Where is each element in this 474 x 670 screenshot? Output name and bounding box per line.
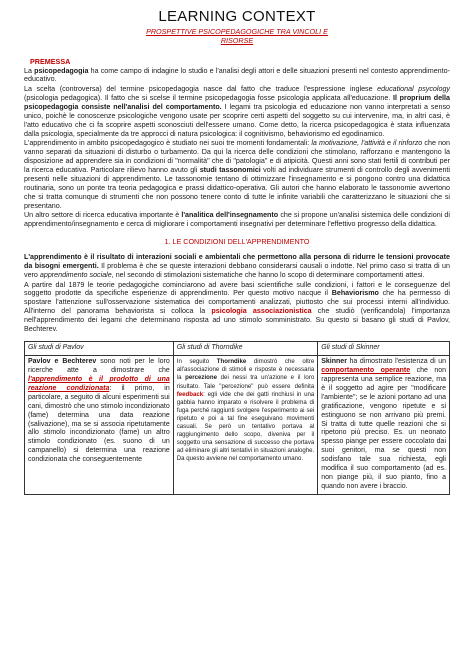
text-run: sono noti per le loro ricerche atte a dimostrare che [28, 358, 170, 375]
italic-term: apprendimento sociale [39, 271, 112, 280]
header-skinner: Gli studi di Skinner [318, 342, 450, 356]
header-thorndike: Gli studi di Thorndike [173, 342, 318, 356]
subtitle-line2: RISORSE [220, 36, 254, 45]
studies-table [24, 341, 450, 495]
text-run: A partire dal 1879 le teorie pedagogiche cominciarono ad avere basi scientifiche sulle condizioni, i fattori e le conseguenze del soggetto prodotte da specifiche esperienze di apprendimento. Per questo motivo nacque il [24, 280, 450, 298]
text-run: La [24, 66, 35, 75]
bold-term: Skinner [321, 358, 347, 366]
italic-term: educational psycology [377, 84, 450, 93]
paragraph-analitica [24, 211, 450, 229]
cell-thorndike [173, 356, 318, 495]
text-run: e [384, 139, 394, 148]
bold-term: studi tassonomici [199, 165, 261, 174]
text-run: L'apprendimento in ambito psicopedagogico è studiato nei suoi tre momenti fondamentali: [24, 139, 312, 148]
table-row [25, 356, 450, 495]
bold-term: Thorndike [216, 358, 247, 366]
premessa-heading: PREMESSA [30, 57, 71, 66]
text-run: , nel secondo di stimolazioni sistematiche che hanno lo scopo di determinare comportamenti attesi. [111, 271, 425, 280]
text-run: dei nessi tra un'azione e il loro risultato. Tale "percezione" può essere definita [176, 374, 315, 390]
text-run: che non vanno separati da situazioni di disturbo o turbamento. Da qui la ricerca delle condizioni che stimolano, rafforzano e mantengono la disposizione ad apprendere sia in condizioni di "normalità" che di "patologia" e di atipicità. Questi anni sono stati fertili di contributi per la ricerca educativa. Particolare rilievo hanno avuto gli [24, 139, 450, 174]
text-run: che studiò (verificandola) l'importanza nell'apprendimento dei legami che determinano risposta ad uno stimolo somministrato. Su questo si basano gli studi di Pavlov, Bechterev. [24, 307, 450, 334]
bold-term: Il proprium della psicopedagogia consiste nell'analisi del comportamento. [24, 93, 450, 111]
bold-term: Behaviorismo [331, 289, 379, 298]
text-run: Il problema è che se queste interazioni debbano considerarsi causali o indotte. Nel primo caso si tratta di un vero [24, 262, 450, 280]
cell-skinner [318, 356, 450, 495]
text-run: I legami tra psicologia ed educazione non vanno interpretati a senso unico, poichè le conoscenze psicologiche vengono usate per scoprire certi aspetti del soggetto su cui intervenire, ma, in altri casi, è l'atto educativo che ci fa scoprire aspetti sconosciuti dell'essere umano. Come detto, la ricerca psicopedagogica è stata influenzata dalla psicologia, specialmente da tre approcci di natura psicologica: il cognitivismo, behaviorismo ed egodinamico. [24, 102, 450, 138]
document-title: LEARNING CONTEXT [158, 8, 316, 25]
text-run: (psicologia pedagogica). Il fatto che si scelse il termine psicopedagogia fosse psicologia applicata all'educazione. [24, 93, 394, 102]
paragraph-behaviorismo [24, 281, 450, 335]
text-run: dimostrò che oltre all'associazione di stimoli e risposte è necessaria la [176, 358, 315, 382]
paragraph-intro [24, 67, 450, 85]
bold-term: Pavlov e Bechterev [28, 358, 97, 366]
text-run: In seguito [176, 358, 217, 366]
bold-term: percezione [185, 374, 217, 382]
paragraph-psicopedagogia [24, 85, 450, 139]
table-header-row [25, 342, 450, 356]
text-run: : il primo, in particolare, a seguito di alcuni esperimenti sui cani, dimostrò che uno stimolo incondizionato (fame) determina una data reazione (salivazione), ma se si associa ripetutamente allo stimolo incondizionato (fame) un altro stimolo condizionato (es. suono di un campanello) si determina una reazione condizionata che conseguentemente [28, 384, 170, 464]
paragraph-apprendimento [24, 139, 450, 211]
bold-definition: L'apprendimento è il risultato di interazioni sociali e ambientali che permettono alla persona di ridurre le tensioni provocate da bisogni emergenti. [24, 253, 450, 271]
text-run: che non rappresenta una semplice reazione, ma è il soggetto ad agire per "modificare l'ambiente"; se le azioni portano ad una gratificazione, vengono ripetute e si estinguono se non arrivano più premi. Si tratta di tutte quelle reazioni che si ripetono più preciso. Es. un neonato spesso piange per essere coccolato dai suoi genitori, ma se questi non sodisfano tale sua richiesta, egli modifica il suo comportamento (ad es. non piange più, il suo pianto, fino a quando non avere i braccio. [321, 367, 447, 490]
highlight-term: l'apprendimento è il prodotto di una reazione condizionata [28, 376, 170, 392]
document-subtitle [24, 27, 450, 45]
bold-term: l'analitica dell'insegnamento [181, 211, 279, 220]
bold-term: psicopedagogia [34, 66, 89, 75]
header-pavlov: Gli studi di Pavlov [25, 342, 174, 356]
text-run: Un altro settore di ricerca educativa importante è [24, 211, 182, 220]
text-run: ha dimostrato l'esistenza di un [346, 358, 446, 366]
text-run: ha come campo di indagine lo studio e l'analisi degli attori e delle situazioni presenti nel contesto apprendimento-educativo. [24, 66, 450, 84]
text-run: volti ad individuare strumenti di controllo degli avvenimenti presenti nelle situazioni di apprendimento. Le tassonomie tentano di ottimizzare l'insegnamento e si pongono contro una didattica routinaria, sono un ponte tra teoria pedagogica e prassi didattico-operativa. Gli autori che hanno elaborato le tassonomie avvertono che si tratta comunque di strumenti che non possono tenere conto di tutte le infinite variabili che caratterizzano le situazioni che si presentano. [24, 165, 450, 210]
cell-pavlov [25, 356, 174, 495]
text-run: che si propone un'analisi sistemica delle condizioni di apprendimento/insegnamento e cerca di migliorare i comportamenti insegnativi per determinare l'effettivo progresso della didattica. [24, 211, 450, 229]
italic-term: la motivazione, l'attività [311, 139, 385, 148]
text-run: La scelta (controversa) del termine psicopedagogia nasce dal fatto che traduce l'espressione inglese [24, 84, 378, 93]
highlight-term: comportamento operante [321, 367, 411, 375]
subtitle-line1: PROSPETTIVE PSICOPEDAGOGICHE TRA VINCOLI E [146, 27, 328, 36]
text-run: : egli vide che dei gatti rinchiusi in una gabbia hanno imparato e risolvere il problema di fuga perché raggiunti svolgere l'esperimento ai sei ripetuto e poi a tal fine eseguivano movimenti casuali. Se però un tentativo portava al raggiungimento dello scopo, diveniva per il soggetto una sensazione di successo che portava ad eliminare gli altri tentativi in situazioni analoghe. Da questo avviene nel comportamento umano. [176, 390, 315, 463]
section-heading: 1. LE CONDIZIONI DELL'APPRENDIMENTO [164, 237, 310, 247]
italic-term: il rinforzo [393, 139, 423, 148]
paragraph-definizione [24, 253, 450, 280]
text-run: che ha permesso di spostare l'attenzione sull'osservazione sistematica dei comportamenti analizzati, piuttosto che sui processi interni all'individuo. All'interno del panorama behaviorista si colloca la [24, 289, 450, 316]
highlight-term: psicologia associazionistica [211, 307, 312, 316]
highlight-term: feedback [176, 390, 204, 398]
